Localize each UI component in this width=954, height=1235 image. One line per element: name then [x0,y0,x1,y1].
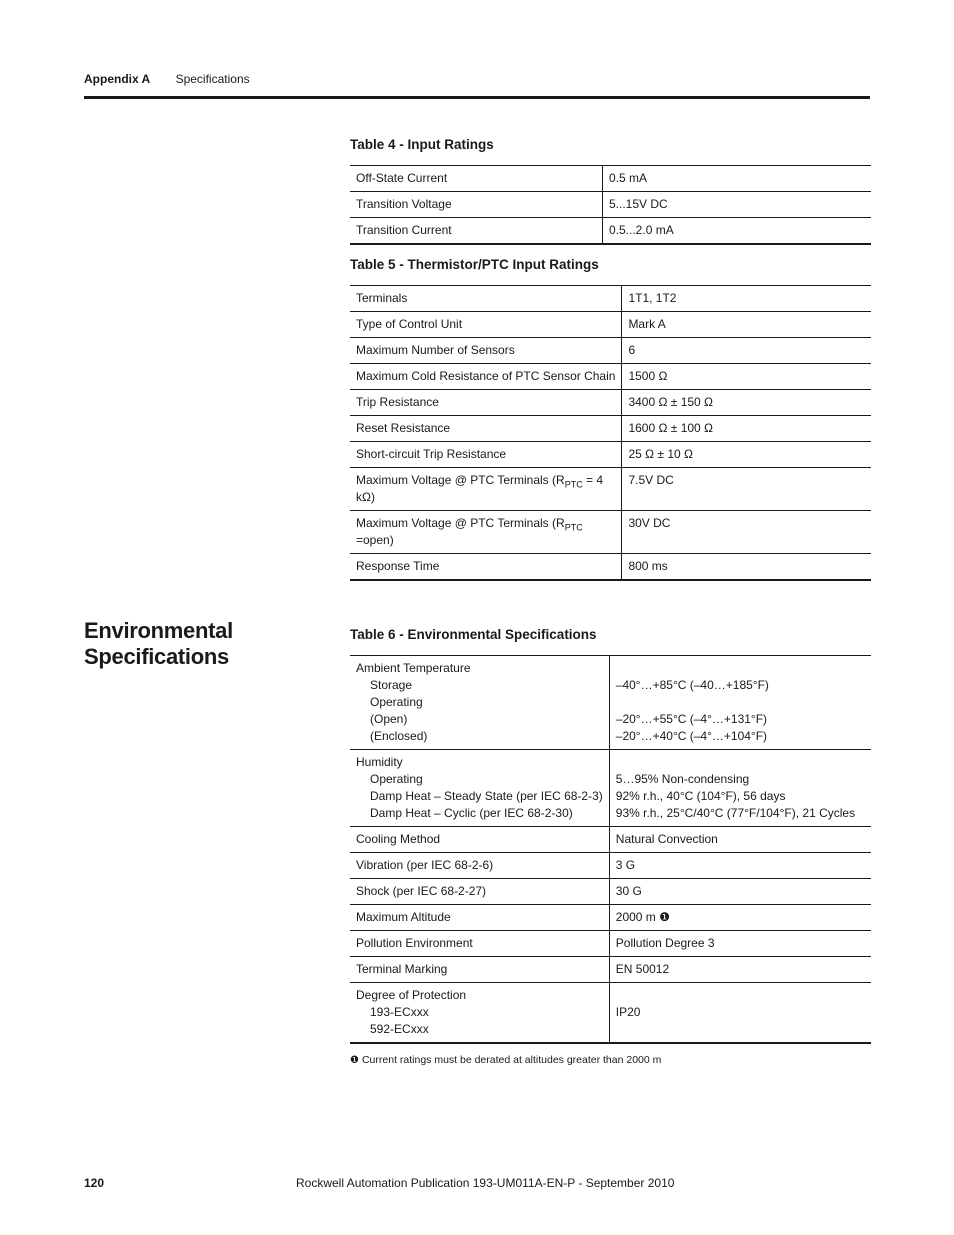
table-cell-label: Response Time [350,554,622,581]
table-cell-label: Trip Resistance [350,390,622,416]
publication-info: Rockwell Automation Publication 193-UM011A-EN-P - September 2010 [296,1176,675,1190]
table4-input-ratings [350,165,871,245]
table-cell-label: Pollution Environment [350,931,609,957]
table-cell-value: 5...15V DC [603,192,872,218]
table-row [350,879,871,905]
header-section: Specifications [175,72,250,86]
row-heading: Degree of Protection [356,988,467,1002]
table-cell-label: Transition Current [350,218,603,245]
sub-label: 193-ECxxx [370,1005,429,1019]
table-row [350,511,871,554]
table-cell-value [609,750,871,827]
table5-thermistor-ratings [350,285,871,581]
sub-label: Damp Heat – Cyclic (per IEC 68-2-30) [370,806,573,820]
table-cell-value: 2000 m ❶ [609,905,871,931]
table-row [350,853,871,879]
sub-label: (Open) [370,712,408,726]
table-cell-value: 0.5 mA [603,166,872,192]
header-rule [84,96,870,99]
value-line: –20°…+55°C (–4°…+131°F) [615,712,768,726]
sub-label: Damp Heat – Steady State (per IEC 68-2-3) [370,789,603,803]
label-text: =open) [356,533,394,547]
table-cell-label: Maximum Number of Sensors [350,338,622,364]
table-cell-label: Cooling Method [350,827,609,853]
page-number: 120 [84,1176,105,1190]
table-cell-label [350,511,622,554]
table-row [350,983,871,1044]
table-cell-value: 800 ms [622,554,871,581]
table4-caption: Table 4 - Input Ratings [350,137,494,152]
value-line: 92% r.h., 40°C (104°F), 56 days [615,789,786,803]
table-cell-label [350,656,609,750]
running-header [84,72,250,86]
table-cell-value: 1600 Ω ± 100 Ω [622,416,871,442]
footnote [350,1054,661,1066]
table-row [350,957,871,983]
row-heading: Humidity [356,755,403,769]
table-row [350,390,871,416]
table-cell-label: Reset Resistance [350,416,622,442]
table5-caption: Table 5 - Thermistor/PTC Input Ratings [350,257,599,272]
footnote-text: Current ratings must be derated at altitudes greater than 2000 m [361,1054,662,1066]
table-cell-value: 25 Ω ± 10 Ω [622,442,871,468]
table-cell-label: Terminal Marking [350,957,609,983]
value-line: –20°…+40°C (–4°…+104°F) [615,729,768,743]
table-row [350,931,871,957]
table-cell-value: 6 [622,338,871,364]
table-row [350,554,871,581]
value-line: 93% r.h., 25°C/40°C (77°F/104°F), 21 Cycles [615,806,856,820]
table-cell-value: 7.5V DC [622,468,871,511]
table-row [350,750,871,827]
table-cell-label [350,750,609,827]
subscript-text: PTC [564,479,583,490]
table6-caption: Table 6 - Environmental Specifications [350,627,597,642]
table-row [350,827,871,853]
table-cell-value: 3 G [609,853,871,879]
sub-label: (Enclosed) [370,729,428,743]
value-line: 5…95% Non-condensing [615,772,750,786]
table-row [350,442,871,468]
header-appendix: Appendix A [84,72,151,86]
table-cell-label: Vibration (per IEC 68-2-6) [350,853,609,879]
table-row [350,338,871,364]
table-cell-label: Type of Control Unit [350,312,622,338]
table-cell-value: 30V DC [622,511,871,554]
sub-label: Operating [370,695,423,709]
table-cell-label: Maximum Cold Resistance of PTC Sensor Chain [350,364,622,390]
table-cell-value: EN 50012 [609,957,871,983]
table-cell-value: Natural Convection [609,827,871,853]
table-row [350,192,871,218]
label-text: Maximum Voltage @ PTC Terminals (R [356,473,565,487]
sub-label: 592-ECxxx [370,1022,429,1036]
table-row [350,905,871,931]
row-heading: Ambient Temperature [356,661,471,675]
table-row [350,468,871,511]
table-cell-label: Short-circuit Trip Resistance [350,442,622,468]
table-cell-label [350,468,622,511]
table-cell-label: Transition Voltage [350,192,603,218]
table-cell-label: Terminals [350,286,622,312]
table-cell-value: 1T1, 1T2 [622,286,871,312]
table-row [350,166,871,192]
table-cell-value: Mark A [622,312,871,338]
value-line: IP20 [615,1005,641,1019]
sub-label: Operating [370,772,423,786]
table-cell-value: 3400 Ω ± 150 Ω [622,390,871,416]
label-text: Maximum Voltage @ PTC Terminals (R [356,516,565,530]
table-cell-value: Pollution Degree 3 [609,931,871,957]
table-cell-value: 0.5...2.0 mA [603,218,872,245]
table-row [350,312,871,338]
table-row [350,656,871,750]
table-cell-value [609,983,871,1044]
label-text: = 4 kΩ) [356,473,604,504]
section-title: Environmental Specifications [84,618,233,669]
value-line: –40°…+85°C (–40…+185°F) [615,678,769,692]
sub-label: Storage [370,678,413,692]
table-cell-label: Off-State Current [350,166,603,192]
table-cell-value: 30 G [609,879,871,905]
subscript-text: PTC [564,522,583,533]
table-row [350,416,871,442]
table-cell-label: Maximum Altitude [350,905,609,931]
table-row [350,286,871,312]
table-cell-label [350,983,609,1044]
table6-environmental-specs [350,655,871,1044]
table-cell-value: 1500 Ω [622,364,871,390]
table-cell-value [609,656,871,750]
table-row [350,218,871,245]
footnote-mark: ❶ [350,1055,359,1066]
table-row [350,364,871,390]
table-cell-label: Shock (per IEC 68-2-27) [350,879,609,905]
